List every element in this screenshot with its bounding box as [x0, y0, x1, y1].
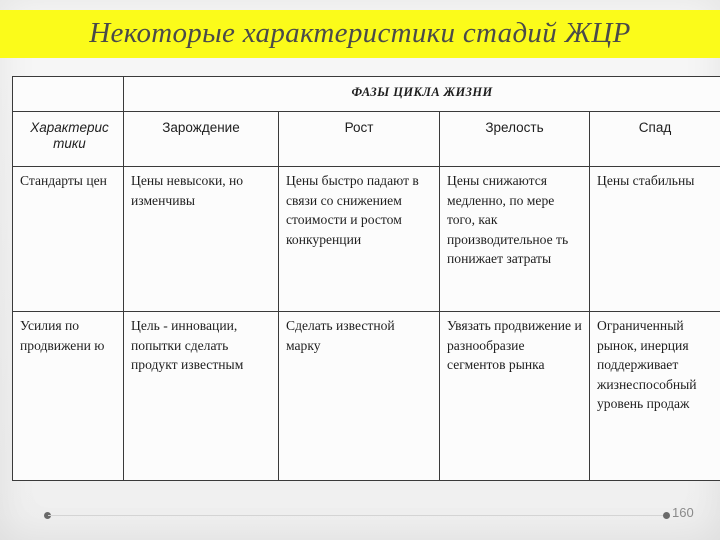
phases-header: ФАЗЫ ЦИКЛА ЖИЗНИ [124, 77, 720, 112]
column-header: Зарождение [124, 112, 279, 167]
column-header-row [13, 112, 720, 167]
column-header: Рост [279, 112, 440, 167]
phases-header-row [13, 77, 720, 112]
right-bullet-icon [663, 512, 670, 519]
row-header-label: Характерис тики [13, 112, 124, 167]
table-cell: Цены невысоки, но изменчивы [124, 167, 279, 312]
table-cell: Цены быстро падают в связи со снижением стоимости и ростом конкуренции [279, 167, 440, 312]
table-cell: Цены стабильны [590, 167, 720, 312]
table-cell: Увязать продвижение и разнообразие сегментов рынка [440, 312, 590, 481]
table-cell: Цель - инновации, попытки сделать продукт известным [124, 312, 279, 481]
corner-cell [13, 77, 124, 112]
table-row [13, 312, 720, 481]
row-label: Стандарты цен [13, 167, 124, 312]
column-header: Спад [590, 112, 720, 167]
table-cell: Цены снижаются медленно, по мере того, как производительное ть понижает затраты [440, 167, 590, 312]
slide-title: Некоторые характеристики стадий ЖЦР [89, 17, 631, 49]
page-number: 160 [672, 505, 694, 520]
bottom-divider [48, 515, 668, 516]
table-row [13, 167, 720, 312]
table-cell: Сделать известной марку [279, 312, 440, 481]
column-header: Зрелость [440, 112, 590, 167]
row-label: Усилия по продвижени ю [13, 312, 124, 481]
table-cell: Ограниченный рынок, инерция поддерживает жизнеспособный уровень продаж [590, 312, 720, 481]
lifecycle-table [12, 76, 720, 481]
